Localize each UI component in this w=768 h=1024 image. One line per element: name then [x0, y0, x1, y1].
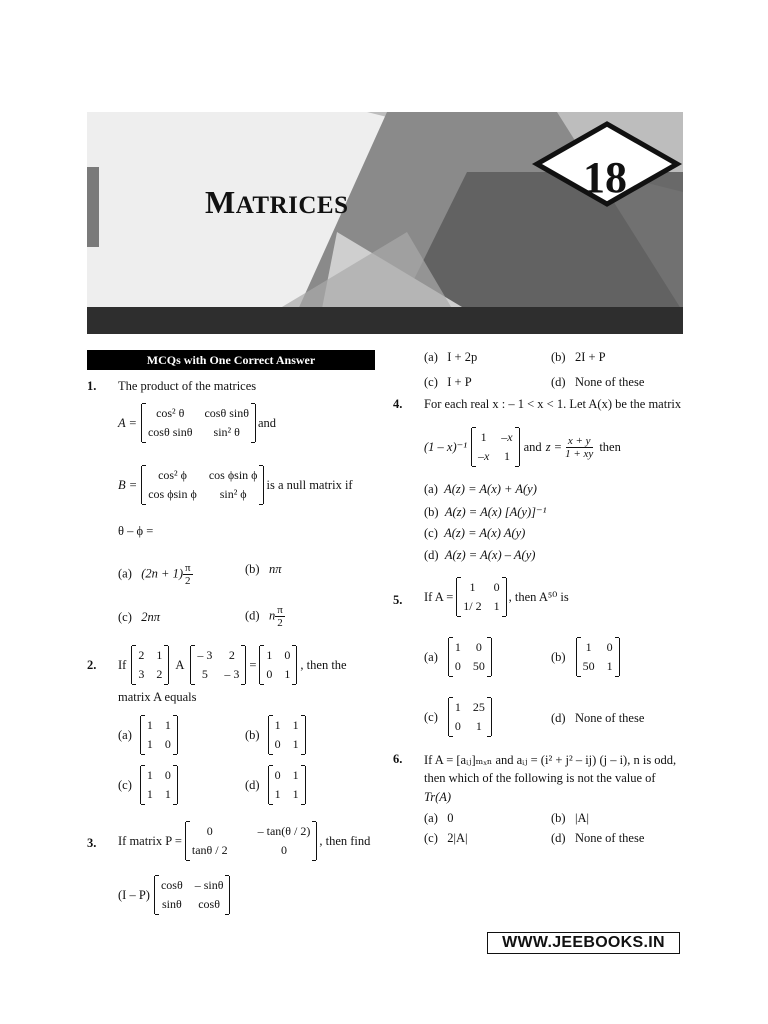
q5-option-a: (a) 1 0 0 50 [424, 638, 492, 676]
q3-option-c: (c) I + P [424, 375, 472, 389]
q3-expression: (I – P) cosθ – sinθ sinθ cosθ [118, 876, 230, 914]
q5-option-c: (c) 1 25 0 1 [424, 698, 492, 736]
q1-matrix-b: B = cos² ϕ cos ϕsin ϕ cos ϕsin ϕ sin² ϕ is a null matrix if [118, 466, 353, 504]
q1-matrix-a: A = cos² θ cosθ sinθ cosθ sinθ sin² θ and [118, 404, 276, 442]
q6-option-d: (d) None of these [551, 831, 645, 845]
q2-number: 2. [87, 658, 97, 672]
q6-option-a: (a) 0 [424, 811, 454, 825]
q1-option-a: (a) (2n + 1) $\frac{\pi}{2}$ [118, 562, 191, 587]
q2-option-a: (a) 1 1 1 0 [118, 716, 178, 754]
q1-option-d: (d) n $\frac{\pi}{2}$ [245, 604, 283, 629]
q6-text-line1: If A = [aᵢⱼ]ₘₓₙ and aᵢⱼ = (i² + j² – ij) (j – i), n is odd, [424, 753, 677, 767]
q2-option-d: (d) 0 1 1 1 [245, 766, 306, 804]
q1-option-c: (c) 2nπ [118, 610, 161, 624]
q3-option-b: (b) 2I + P [551, 350, 606, 364]
q1-number: 1. [87, 379, 97, 393]
q4-option-a: (a) A(z) = A(x) + A(y) [424, 482, 537, 496]
q5-number: 5. [393, 593, 403, 607]
q4-text: For each real x : – 1 < x < 1. Let A(x) be the matrix [424, 397, 682, 411]
q5-option-b: (b) 1 0 50 1 [551, 638, 620, 676]
q2-option-b: (b) 1 1 0 1 [245, 716, 306, 754]
q3-matrix-p: If matrix P = 0 – tan(θ / 2) tanθ / 2 0 , then find [118, 822, 370, 860]
q4-matrix: (1 – x)⁻¹ 1 –x –x 1 and z = $\frac{x + y}{1 + xy}$ then [424, 428, 621, 466]
q6-option-c: (c) 2|A| [424, 831, 468, 845]
q5-option-d: (d) None of these [551, 711, 645, 725]
q3-number: 3. [87, 836, 97, 850]
q2-option-c: (c) 1 0 1 1 [118, 766, 178, 804]
q1-text: The product of the matrices [118, 379, 257, 393]
q1-condition: θ – ϕ = [118, 524, 154, 538]
q4-option-d: (d) A(z) = A(x) – A(y) [424, 548, 536, 562]
q2-text: matrix A equals [118, 690, 197, 704]
chapter-number: 18 [583, 153, 627, 202]
q6-number: 6. [393, 752, 403, 766]
q2-equation: If 2 1 3 2 A – 3 2 5 – 3 = 1 0 0 1 , then the [118, 646, 347, 684]
q6-text-line3: Tr(A) [424, 790, 452, 804]
chapter-title: MATRICES [205, 184, 349, 220]
chapter-banner [87, 112, 683, 334]
q4-option-b: (b) A(z) = A(x) [A(y)]⁻¹ [424, 505, 547, 519]
q3-option-d: (d) None of these [551, 375, 645, 389]
q3-option-a: (a) I + 2p [424, 350, 478, 364]
q4-number: 4. [393, 397, 403, 411]
q4-option-c: (c) A(z) = A(x) A(y) [424, 526, 526, 540]
q6-text-line2: then which of the following is not the value of [424, 771, 656, 785]
q1-option-b: (b) nπ [245, 562, 282, 576]
q6-option-b: (b) |A| [551, 811, 589, 825]
section-header: MCQs with One Correct Answer [87, 350, 375, 370]
footer-watermark: WWW.JEEBOOKS.IN [487, 932, 680, 954]
q5-matrix: If A = 1 0 1/ 2 1 , then A⁵⁰ is [424, 578, 569, 616]
banner-graphic [87, 112, 683, 334]
